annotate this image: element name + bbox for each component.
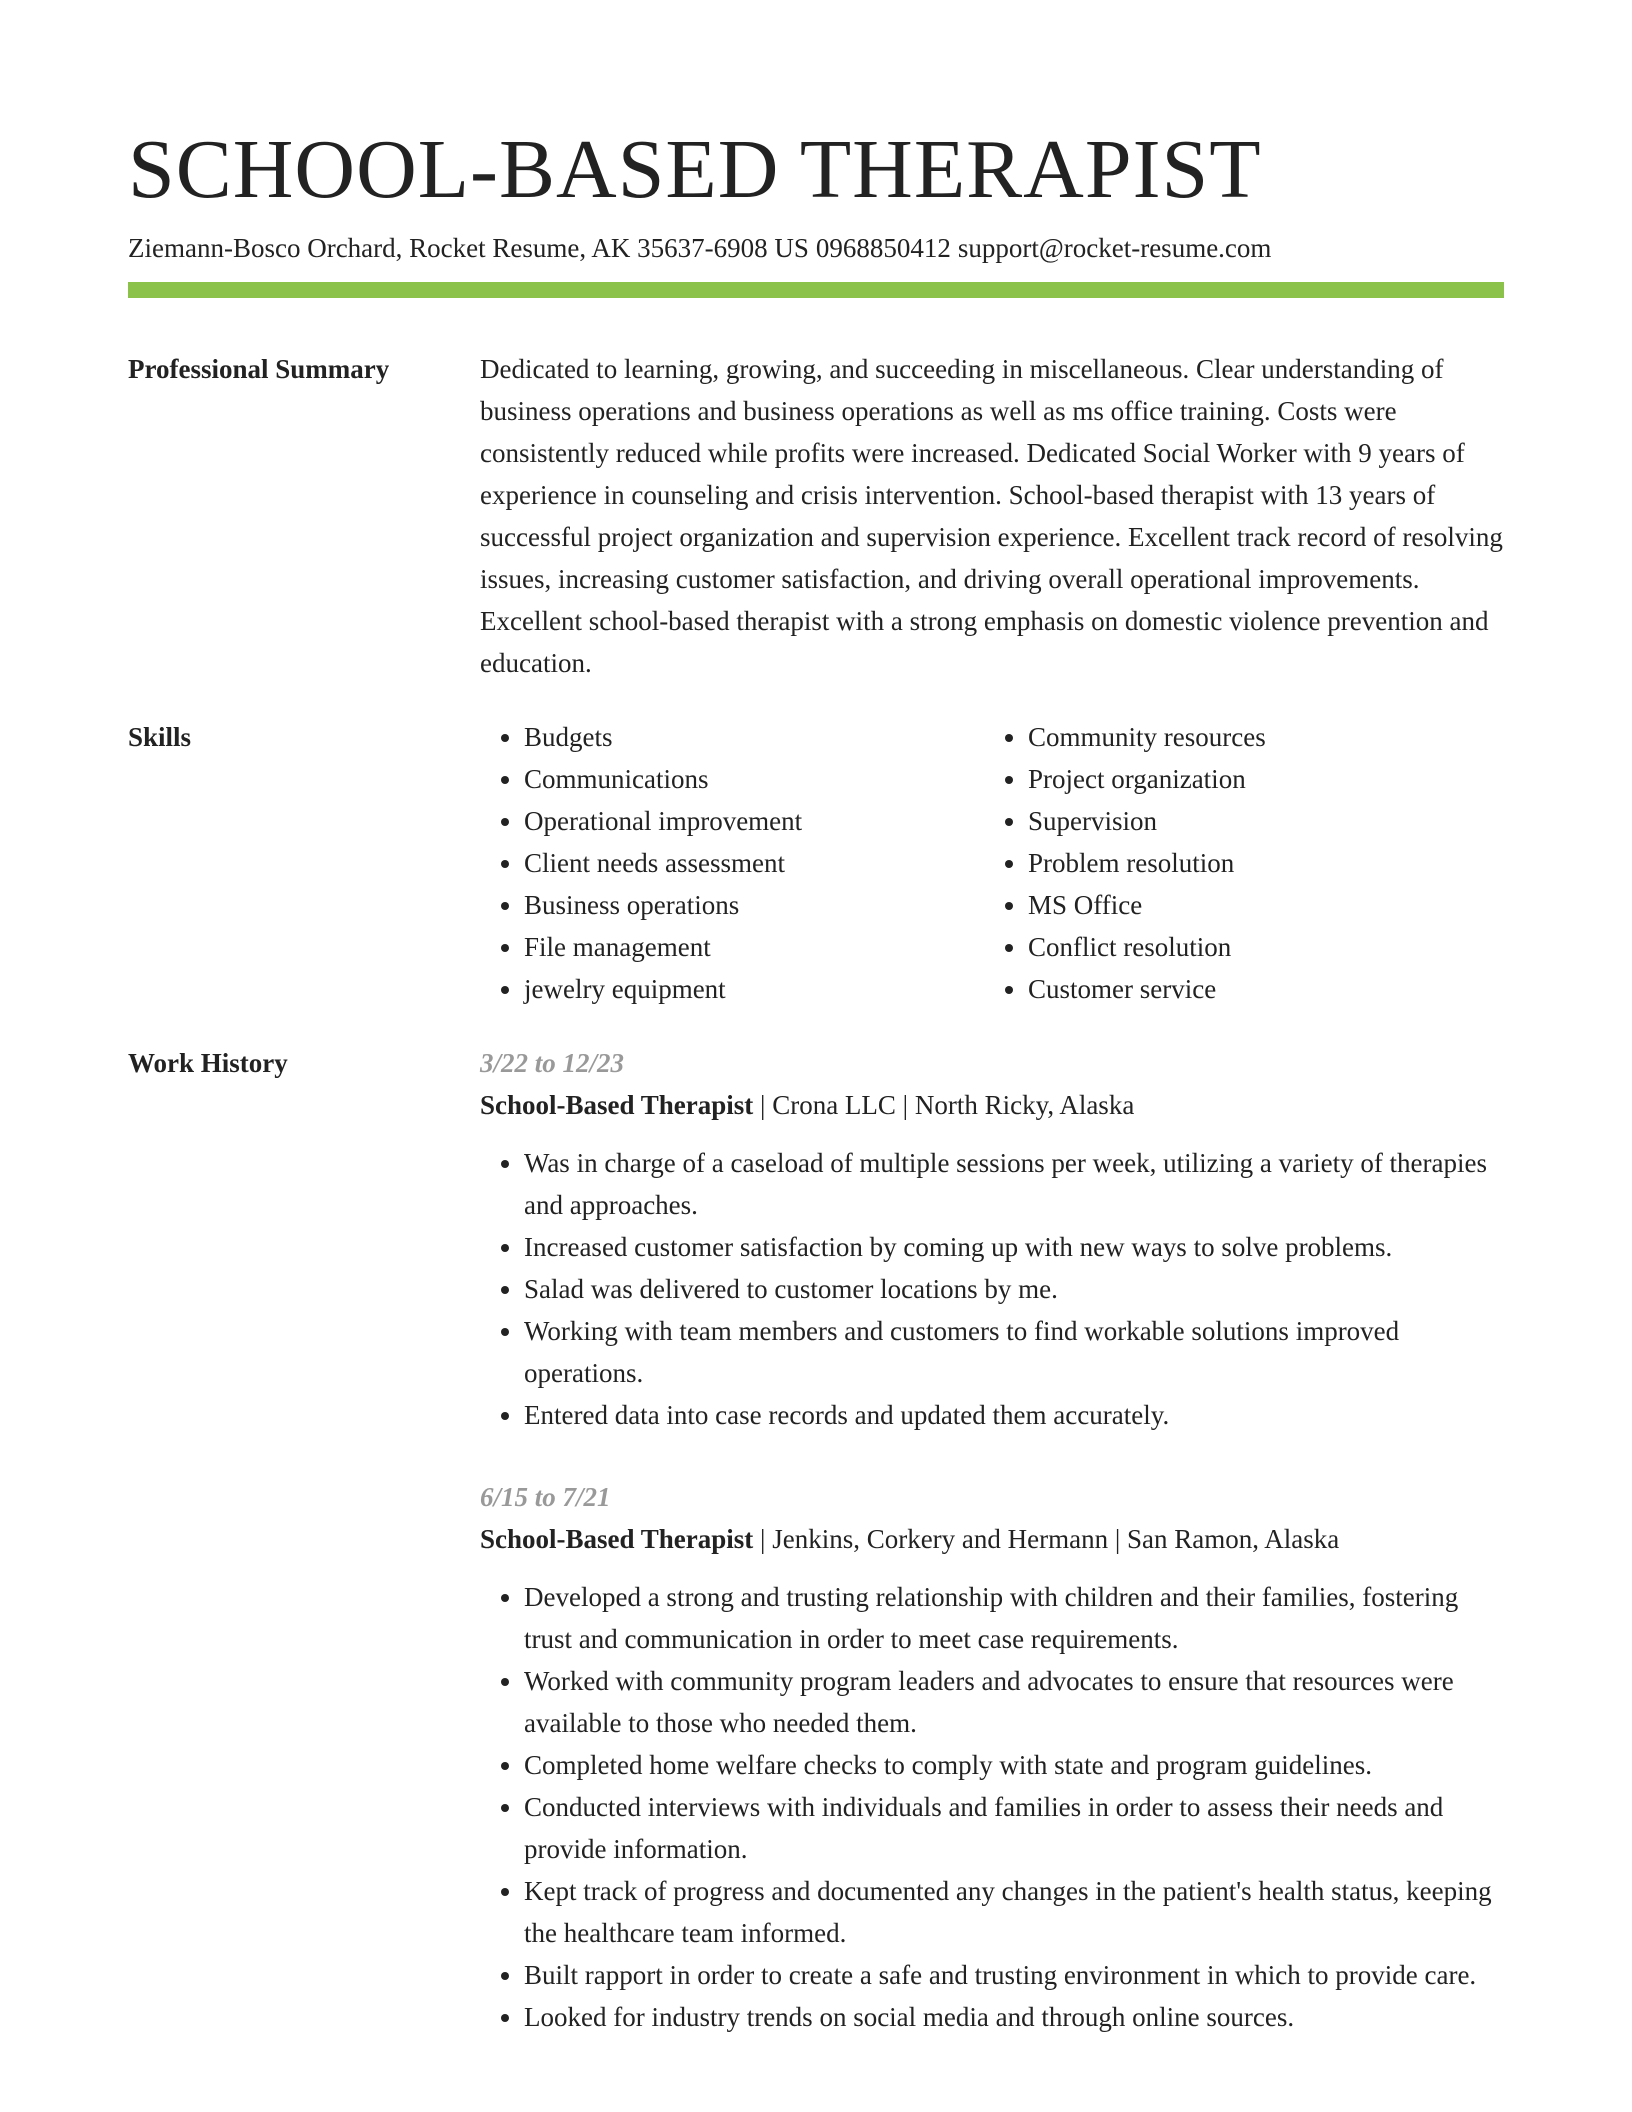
job-title-line [480,1084,1504,1126]
contact-line [128,230,1504,266]
job-bullet: • Entered data into case records and updated them accurately. [524,1394,1504,1436]
job-bullet: • Was in charge of a caseload of multiple sessions per week, utilizing a variety of therapies and approaches. [524,1142,1504,1226]
summary-section [128,348,1504,684]
work-history-label: Work History [128,1048,288,1078]
job-bullet-list [480,1576,1504,2038]
skill-item: • File management [524,926,984,968]
job-details: | Jenkins, Corkery and Hermann | San Ramon, Alaska [753,1524,1340,1554]
summary-body [480,348,1504,684]
header-divider [128,282,1504,298]
skill-item: • Budgets [524,716,984,758]
skill-item: • Project organization [1028,758,1488,800]
job-bullet: • Working with team members and customers to find workable solutions improved operations. [524,1310,1504,1394]
job-bullet: • Kept track of progress and documented any changes in the patient's health status, keeping the healthcare team informed. [524,1870,1504,1954]
job-details: | Crona LLC | North Ricky, Alaska [753,1090,1135,1120]
work-history-body [480,1042,1504,2038]
job-entry [480,1476,1504,2038]
job-bullet: • Increased customer satisfaction by coming up with new ways to solve problems. [524,1226,1504,1268]
job-bullet-list [480,1142,1504,1436]
skill-item: • Operational improvement [524,800,984,842]
skill-item: • Conflict resolution [1028,926,1488,968]
job-bullet: • Salad was delivered to customer locations by me. [524,1268,1504,1310]
skill-item: • jewelry equipment [524,968,984,1010]
skills-section [128,716,1504,1010]
resume-page [128,120,1504,2038]
job-entry [480,1042,1504,1436]
skills-body [480,716,1504,1010]
job-bullet: • Developed a strong and trusting relationship with children and their families, fostering trust and communication in order to meet case requirements. [524,1576,1504,1660]
job-title: School-Based Therapist [480,1090,754,1120]
skills-list-left [480,716,984,1010]
job-title-line [480,1518,1504,1560]
job-bullet: • Looked for industry trends on social media and through online sources. [524,1996,1504,2038]
skill-item: • Problem resolution [1028,842,1488,884]
job-dates: 3/22 to 12/23 [480,1048,625,1078]
skill-item: • Community resources [1028,716,1488,758]
skill-item: • Customer service [1028,968,1488,1010]
job-bullet: • Conducted interviews with individuals and families in order to assess their needs and provide information. [524,1786,1504,1870]
job-dates: 6/15 to 7/21 [480,1482,611,1512]
job-title: School-Based Therapist [480,1524,754,1554]
skills-label: Skills [128,722,192,752]
contact-phone: 0968850412 [815,233,951,263]
skill-item: • MS Office [1028,884,1488,926]
skill-item: • Client needs assessment [524,842,984,884]
job-bullet: • Worked with community program leaders and advocates to ensure that resources were available to those who needed them. [524,1660,1504,1744]
job-bullet: • Completed home welfare checks to comply with state and program guidelines. [524,1744,1504,1786]
work-history-section [128,1042,1504,2038]
contact-address: Ziemann-Bosco Orchard, Rocket Resume, AK 35637-6908 US [128,233,809,263]
skill-item: • Business operations [524,884,984,926]
job-bullet: • Built rapport in order to create a safe and trusting environment in which to provide care. [524,1954,1504,1996]
summary-label: Professional Summary [128,354,390,384]
summary-text: Dedicated to learning, growing, and succeeding in miscellaneous. Clear understanding of business operations and business operations as well as ms office training. Costs were consistently reduced while profits were increased. Dedicated Social Worker with 9 years of experience in counseling and crisis intervention. School-based therapist with 13 years of successful project organization and supervision experience. Excellent track record of resolving issues, increasing customer satisfaction, and driving overall operational improvements. Excellent school-based therapist with a strong emphasis on domestic violence prevention and education. [480,354,1503,678]
contact-email[interactable]: support@rocket-resume.com [957,233,1272,263]
skills-grid [480,716,1504,1010]
resume-name: SCHOOL-BASED THERAPIST [128,123,1262,216]
skill-item: • Supervision [1028,800,1488,842]
skills-list-right [984,716,1488,1010]
skill-item: • Communications [524,758,984,800]
